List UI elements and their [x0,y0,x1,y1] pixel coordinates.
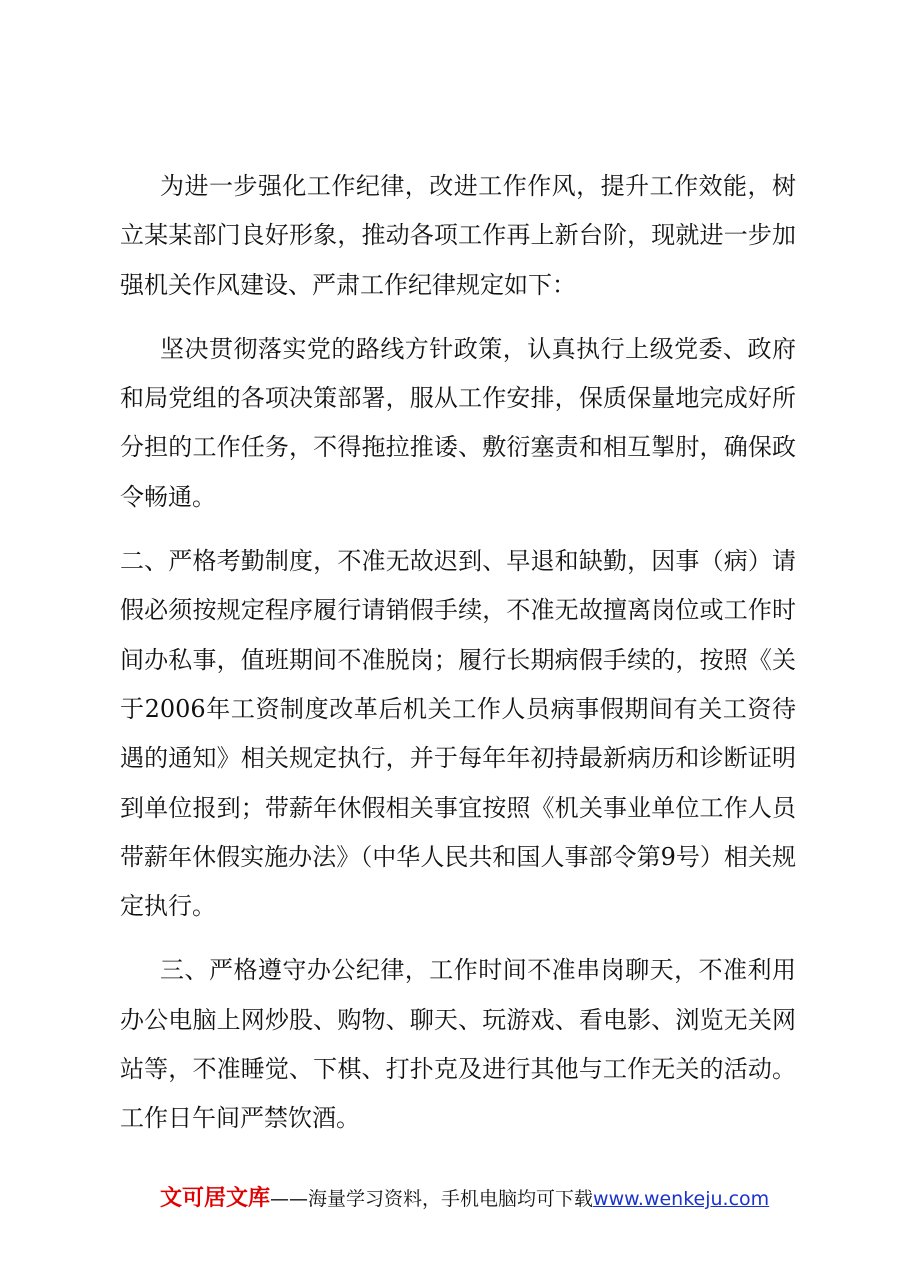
document-body [120,162,796,1159]
paragraph-attendance: 二、严格考勤制度，不准无故迟到、早退和缺勤，因事（病）请假必须按规定程序履行请销假手续，不准无故擅离岗位或工作时间办私事，值班期间不准脱岗；履行长期病假手续的，按照《关于2006年工资制度改革后机关工作人员病事假期间有关工资待遇的通知》相关规定执行，并于每年年初持最新病历和诊断证明到单位报到；带薪年休假相关事宜按照《机关事业单位工作人员带薪年休假实施办法》（中华人民共和国人事部令第9号）相关规定执行。 [120,547,796,921]
footer-link[interactable]: www.wenkeju.com [593,1188,770,1210]
paragraph-office-discipline: 三、严格遵守办公纪律，工作时间不准串岗聊天，不准利用办公电脑上网炒股、购物、聊天、玩游戏、看电影、浏览无关网站等，不准睡觉、下棋、打扑克及进行其他与工作无关的活动。工作日午间严禁饮酒。 [120,956,796,1133]
footer-tagline: ——海量学习资料，手机电脑均可下载 [270,1188,594,1210]
footer-brand: 文可居文库 [160,1186,271,1211]
paragraph-intro: 为进一步强化工作纪律，改进工作作风，提升工作效能，树立某某部门良好形象，推动各项工作再上新台阶，现就进一步加强机关作风建设、严肃工作纪律规定如下： [120,172,796,299]
footer-banner [160,1181,860,1212]
paragraph-policy: 坚决贯彻落实党的路线方针政策，认真执行上级党委、政府和局党组的各项决策部署，服从工作安排，保质保量地完成好所分担的工作任务，不得拖拉推诿、敷衍塞责和相互掣肘，确保政令畅通。 [120,334,796,511]
